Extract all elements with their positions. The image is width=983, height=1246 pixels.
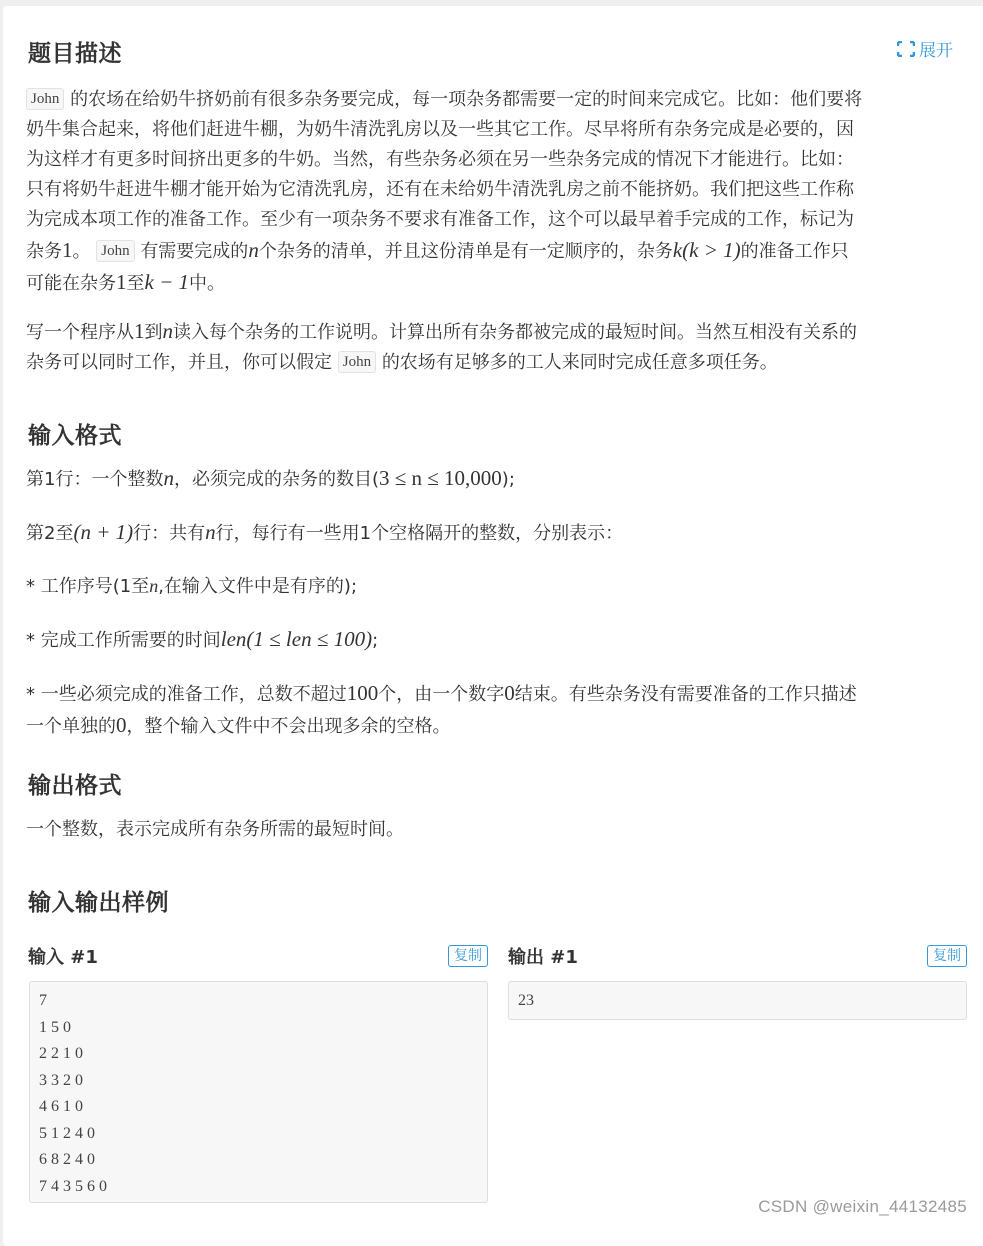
sample-input-label: 输入 #1 xyxy=(28,947,98,968)
input-format-body xyxy=(26,463,956,742)
samples-title: 输入输出样例 xyxy=(28,890,169,916)
text: 为完成本项工作的准备工作。至少有一项杂务不要求有准备工作，这个可以最早着手完成的工作，标记为 xyxy=(26,209,854,230)
math: 0 xyxy=(116,713,127,737)
math: n xyxy=(163,466,174,490)
expand-icon xyxy=(897,41,915,57)
math: n xyxy=(149,576,159,596)
text: 第1行：一个整数 xyxy=(26,469,164,490)
math: (n + 1) xyxy=(73,520,134,544)
copy-input-button[interactable]: 复制 xyxy=(448,945,488,967)
sample-input-header xyxy=(28,943,488,969)
text: 杂务可以同时工作，并且，你可以假定 xyxy=(26,352,332,373)
text: 行，每行有一些用1个空格隔开的整数，分别表示： xyxy=(215,523,624,544)
math: 3 ≤ n ≤ 10,000 xyxy=(378,466,502,490)
sample-input-line: 1 5 0 xyxy=(39,1018,71,1036)
math: n xyxy=(205,520,216,544)
text: 读入每个杂务的工作说明。计算出所有杂务都被完成的最短时间。当然互相没有关系的 xyxy=(173,322,857,343)
code-term-john: John xyxy=(26,88,64,110)
text: 个，由一个数字 xyxy=(378,684,505,705)
text: 的准备工作只 xyxy=(740,241,849,262)
text: 中。 xyxy=(189,273,225,294)
text: 一个整数，表示完成所有杂务所需的最短时间。 xyxy=(26,819,404,840)
output-format-body xyxy=(26,815,956,845)
math: 1 xyxy=(134,319,145,343)
text: 到 xyxy=(144,322,163,343)
text: 第2至 xyxy=(26,523,74,544)
sample-input-line: 6 8 2 4 0 xyxy=(39,1151,95,1168)
text: 可能在杂务 xyxy=(26,273,116,294)
sample-input-line: 7 xyxy=(39,992,47,1009)
text: ); xyxy=(501,469,515,490)
text: ，整个输入文件中不会出现多余的空格。 xyxy=(126,716,451,737)
sample-output-header xyxy=(508,943,967,969)
text: 杂务 xyxy=(26,241,62,262)
math: 100 xyxy=(346,681,379,705)
sample-input-line: 7 4 3 5 6 0 xyxy=(39,1177,107,1195)
text: 。 xyxy=(72,241,91,262)
text: 的农场有足够多的工人来同时完成任意多项任务。 xyxy=(381,352,778,373)
sample-input-line: 4 6 1 0 xyxy=(39,1098,83,1115)
text: 行：共有 xyxy=(133,523,206,544)
description-title: 题目描述 xyxy=(28,41,122,67)
math: 1 xyxy=(116,270,127,294)
math: 0 xyxy=(504,681,515,705)
code-term-john: John xyxy=(96,240,134,262)
sample-input-line: 3 3 2 0 xyxy=(39,1071,83,1089)
text: 写一个程序从 xyxy=(26,322,134,343)
text: ,在输入文件中是有序的); xyxy=(158,576,358,597)
text: 有需要完成的 xyxy=(140,241,249,262)
math: k − 1 xyxy=(144,270,189,294)
sample-output-line: 23 xyxy=(518,992,534,1009)
description-paragraph-1 xyxy=(26,85,956,299)
text: 结束。有些杂务没有需要准备的工作只描述 xyxy=(514,684,857,705)
expand-button[interactable] xyxy=(897,36,953,61)
text: 奶牛集合起来，将他们赶进牛棚，为奶牛清洗乳房以及一些其它工作。尽早将所有杂务完成是必要的，因 xyxy=(26,119,854,140)
sample-input-line: 2 2 1 0 xyxy=(39,1045,83,1062)
copy-output-button[interactable]: 复制 xyxy=(927,945,967,967)
text: * 工作序号(1至 xyxy=(26,576,150,597)
math: n xyxy=(248,238,259,262)
sample-input-box[interactable] xyxy=(29,981,488,1203)
math: n xyxy=(162,319,173,343)
text: ; xyxy=(372,630,379,651)
sample-output-box[interactable] xyxy=(508,981,967,1020)
sample-output-label: 输出 #1 xyxy=(508,947,578,968)
input-format-title: 输入格式 xyxy=(28,423,122,449)
math: k(k > 1) xyxy=(672,238,741,262)
math: len(1 ≤ len ≤ 100) xyxy=(220,627,373,651)
watermark: CSDN @weixin_44132485 xyxy=(758,1197,967,1216)
text: 只有将奶牛赶进牛棚才能开始为它清洗乳房，还有在未给奶牛清洗乳房之前不能挤奶。我们把这些工作称 xyxy=(26,179,854,200)
text: 为这样才有更多时间挤出更多的牛奶。当然，有些杂务必须在另一些杂务完成的情况下才能进行。比如： xyxy=(26,149,854,170)
text: * 一些必须完成的准备工作，总数不超过 xyxy=(26,684,347,705)
output-format-title: 输出格式 xyxy=(28,773,122,799)
text: * 完成工作所需要的时间 xyxy=(26,630,221,651)
sample-input-line: 5 1 2 4 0 xyxy=(39,1124,95,1142)
code-term-john: John xyxy=(338,351,376,373)
text: 的农场在给奶牛挤奶前有很多杂务要完成，每一项杂务都需要一定的时间来完成它。比如：他们要将 xyxy=(70,89,863,110)
expand-label: 展开 xyxy=(919,41,953,61)
text: 至 xyxy=(126,273,145,294)
text: 一个单独的 xyxy=(26,716,116,737)
description-paragraph-2 xyxy=(26,316,956,378)
text: 个杂务的清单，并且这份清单是有一定顺序的，杂务 xyxy=(258,241,673,262)
math: 1 xyxy=(62,238,73,262)
text: ，必须完成的杂务的数目( xyxy=(173,469,379,490)
